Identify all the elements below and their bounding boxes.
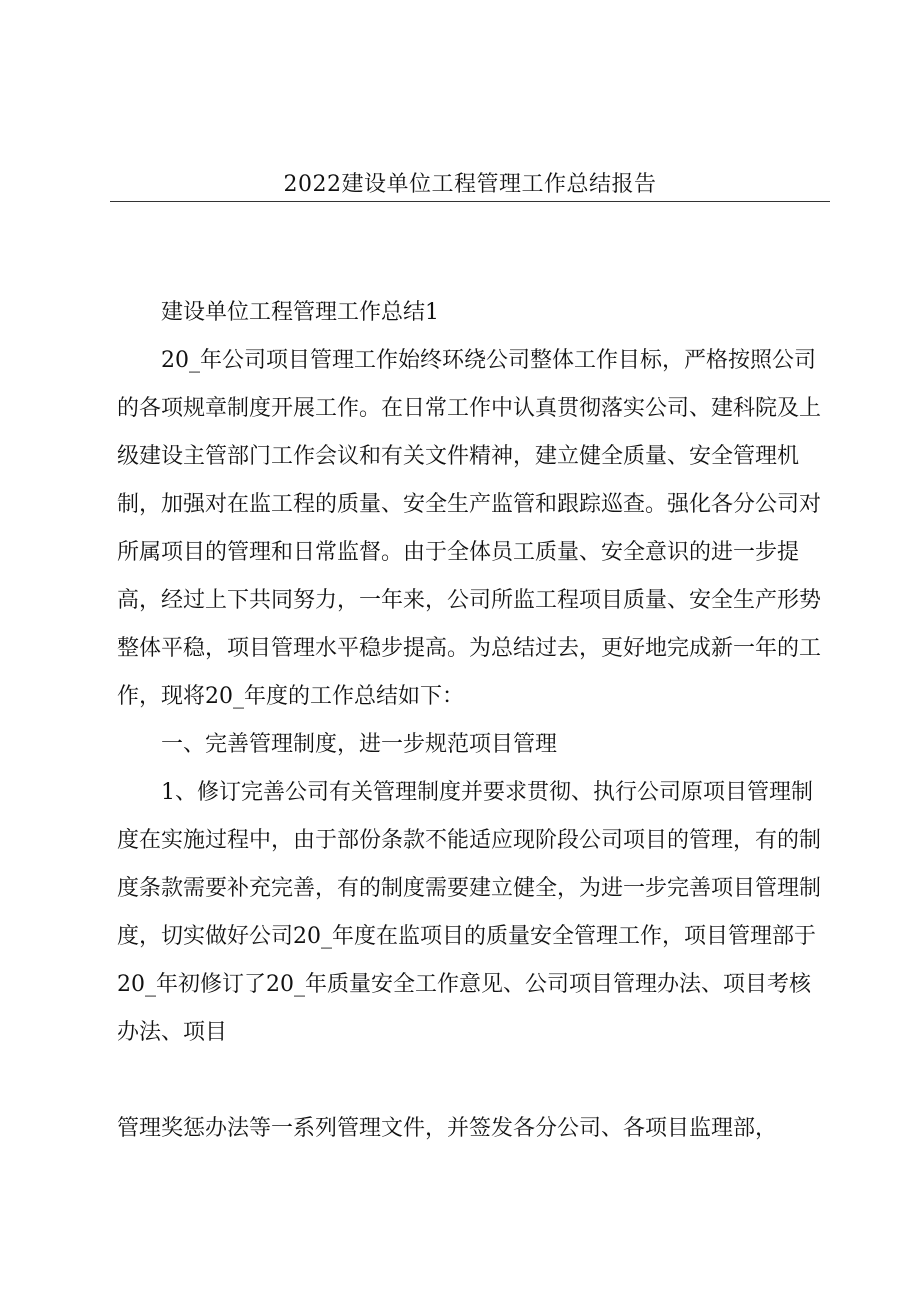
- title-underline: [110, 201, 830, 202]
- paragraph-intro: 20_年公司项目管理工作始终环绕公司整体工作目标，严格按照公司的各项规章制度开展工作。在日常工作中认真贯彻落实公司、建科院及上级建设主管部门工作会议和有关文件精神，建立健全质量、安全管理机制，加强对在监工程的质量、安全生产监管和跟踪巡查。强化各分公司对所属项目的管理和日常监督。由于全体员工质量、安全意识的进一步提高，经过上下共同努力，一年来，公司所监工程项目质量、安全生产形势整体平稳，项目管理水平稳步提高。为总结过去，更好地完成新一年的工作，现将20_年度的工作总结如下：: [117, 348, 822, 709]
- page-break-gap: [117, 1057, 827, 1105]
- paragraph-revise-regulations: 1、修订完善公司有关管理制度并要求贯彻、执行公司原项目管理制度在实施过程中，由于部份条款不能适应现阶段公司项目的管理，有的制度条款需要补充完善，有的制度需要建立健全，为进一步完善项目管理制度，切实做好公司20_年度在监项目的质量安全管理工作，项目管理部于20_年初修订了20_年质量安全工作意见、公司项目管理办法、项目考核办法、项目: [117, 780, 822, 1045]
- heading-improve-management: 一、完善管理制度，进一步规范项目管理: [161, 732, 558, 757]
- document-body: [117, 289, 827, 1153]
- document-title: 2022建设单位工程管理工作总结报告: [283, 172, 657, 197]
- section-heading: 建设单位工程管理工作总结1: [161, 300, 439, 325]
- paragraph-continuation: 管理奖惩办法等一系列管理文件，并签发各分公司、各项目监理部，: [117, 1116, 778, 1141]
